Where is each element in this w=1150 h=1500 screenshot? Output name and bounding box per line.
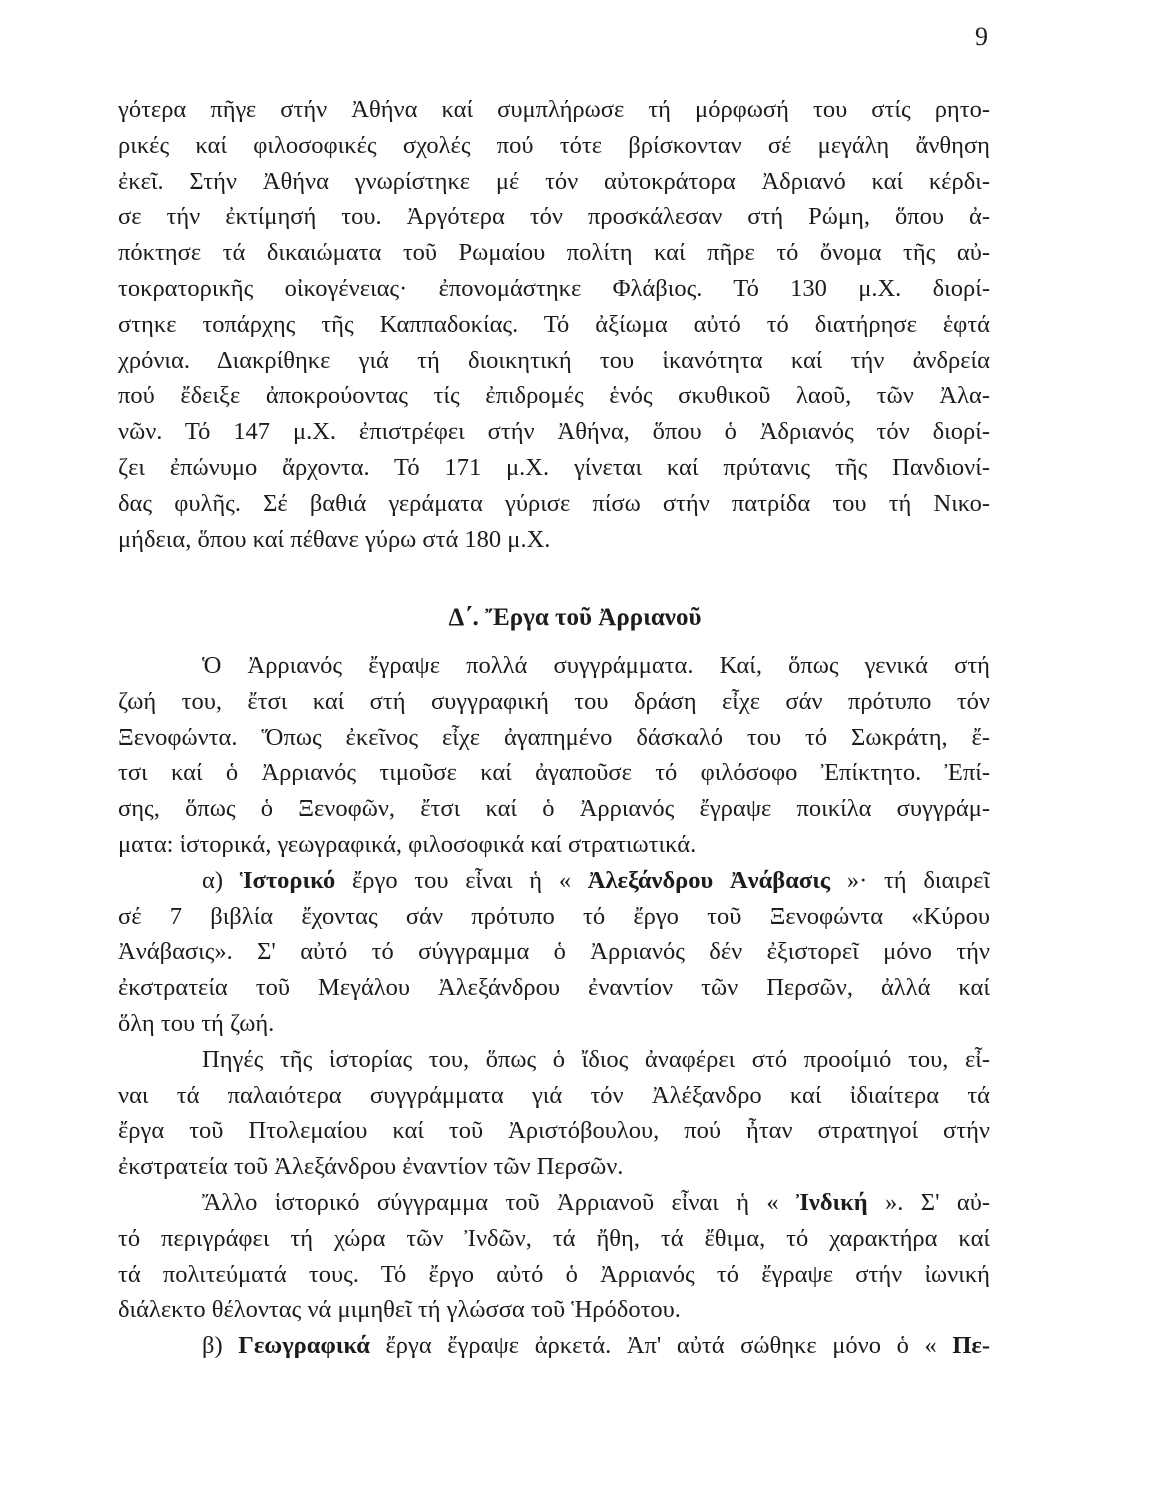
bold-title-anabasis: Ἀλεξάνδρου Ἀνάβασις: [587, 866, 831, 894]
text-line: μήδεια, ὅπου καί πέθανε γύρω στά 180 μ.Χ.: [118, 525, 551, 553]
text-line: δας φυλῆς. Σέ βαθιά γεράματα γύρισε πίσω στήν πατρίδα του τή Νικο-: [118, 489, 990, 517]
bold-term-historical: Ἱστορικό: [239, 866, 336, 894]
text-line: σε τήν ἐκτίμησή του. Ἀργότερα τόν προσκάλεσαν στή Ρώμη, ὅπου ἀ-: [118, 203, 990, 231]
text-line: ἐκεῖ. Στήν Ἀθήνα γνωρίστηκε μέ τόν αὐτοκράτορα Ἀδριανό καί κέρδι-: [118, 167, 990, 195]
text-line: τοκρατορικῆς οἰκογένειας· ἐπονομάστηκε Φλάβιος. Τό 130 μ.Χ. διορί-: [118, 274, 990, 302]
text-line: διάλεκτο θέλοντας νά μιμηθεῖ τή γλώσσα τοῦ Ἡρόδοτου.: [118, 1296, 681, 1324]
text-line: πόκτησε τά δικαιώματα τοῦ Ρωμαίου πολίτη καί πῆρε τό ὄνομα τῆς αὐ-: [118, 239, 990, 267]
page-number: 9: [975, 22, 988, 51]
text-line: γότερα πῆγε στήν Ἀθήνα καί συμπλήρωσε τή μόρφωσή του στίς ρητο-: [118, 96, 990, 123]
text-line-geographic-work: β) Γεωγραφικά ἔργα ἔγραψε ἀρκετά. Ἀπ' αὐτά σώθηκε μόνο ὁ « Πε-: [202, 1332, 990, 1360]
text-line: χρόνια. Διακρίθηκε γιά τή διοικητική του ἱκανότητα καί τήν ἀνδρεία: [118, 346, 990, 374]
section-body: [118, 648, 990, 1364]
text-line: Ἀνάβασις». Σ' αὐτό τό σύγγραμμα ὁ Ἀρριανός δέν ἐξιστορεῖ μόνο τήν: [118, 938, 990, 966]
text-line: ναι τά παλαιότερα συγγράμματα γιά τόν Ἀλέξανδρο καί ἰδιαίτερα τά: [118, 1081, 990, 1109]
paragraph-biography: [118, 92, 990, 557]
text-line: πού ἔδειξε ἀποκρούοντας τίς ἐπιδρομές ἑνός σκυθικοῦ λαοῦ, τῶν Ἀλα-: [118, 382, 990, 410]
text-line: ζει ἐπώνυμο ἄρχοντα. Τό 171 μ.Χ. γίνεται καί πρύτανις τῆς Πανδιονί-: [118, 453, 990, 481]
text-line: σέ 7 βιβλία ἔχοντας σάν πρότυπο τό ἔργο τοῦ Ξενοφώντα «Κύρου: [118, 902, 990, 930]
section-heading: Δ΄. Ἔργα τοῦ Ἀρριανοῦ: [448, 604, 702, 631]
text-line: ματα: ἱστορικά, γεωγραφικά, φιλοσοφικά καί στρατιωτικά.: [118, 830, 697, 858]
text-line: Πηγές τῆς ἱστορίας του, ὅπως ὁ ἴδιος ἀναφέρει στό προοίμιό του, εἶ-: [202, 1045, 990, 1073]
text-line: ἔργα τοῦ Πτολεμαίου καί τοῦ Ἀριστόβουλου, πού ἦταν στρατηγοί στήν: [118, 1117, 990, 1145]
text-line: τσι καί ὁ Ἀρριανός τιμοῦσε καί ἀγαποῦσε τό φιλόσοφο Ἐπίκτητο. Ἐπί-: [118, 759, 990, 787]
bold-title-periplus: Πε-: [952, 1332, 990, 1360]
text-line: Ὁ Ἀρριανός ἔγραψε πολλά συγγράμματα. Καί, ὅπως γενικά στή: [202, 652, 990, 679]
text-line: ὅλη του τή ζωή.: [118, 1009, 275, 1037]
text-line: σης, ὅπως ὁ Ξενοφῶν, ἔτσι καί ὁ Ἀρριανός ἔγραψε ποικίλα συγγράμ-: [118, 795, 990, 823]
text-line: ρικές καί φιλοσοφικές σχολές πού τότε βρίσκονταν σέ μεγάλη ἄνθηση: [118, 131, 990, 159]
text-line: τά πολιτεύματά τους. Τό ἔργο αὐτό ὁ Ἀρριανός τό ἔγραψε στήν ἰωνική: [118, 1260, 990, 1288]
text-line: νῶν. Τό 147 μ.Χ. ἐπιστρέφει στήν Ἀθήνα, ὅπου ὁ Ἀδριανός τόν διορί-: [118, 418, 990, 446]
bold-term-geographic: Γεωγραφικά: [238, 1332, 370, 1360]
text-line: ἐκστρατεία τοῦ Μεγάλου Ἀλεξάνδρου ἐναντίον τῶν Περσῶν, ἀλλά καί: [118, 974, 990, 1002]
text-line-indica: Ἄλλο ἱστορικό σύγγραμμα τοῦ Ἀρριανοῦ εἶναι ἡ « Ἰνδική ». Σ' αὐ-: [202, 1188, 990, 1216]
text-line: τό περιγράφει τή χώρα τῶν Ἰνδῶν, τά ἤθη, τά ἔθιμα, τό χαρακτήρα καί: [118, 1224, 990, 1252]
text-line: ζωή του, ἔτσι καί στή συγγραφική του δράση εἶχε σάν πρότυπο τόν: [118, 687, 990, 715]
text-line: στηκε τοπάρχης τῆς Καππαδοκίας. Τό ἀξίωμα αὐτό τό διατήρησε ἑφτά: [118, 310, 990, 338]
text-line-historical-work: α) Ἱστορικό ἔργο του εἶναι ἡ « Ἀλεξάνδρου Ἀνάβασις »· τή διαιρεῖ: [202, 866, 990, 894]
text-line: Ξενοφώντα. Ὅπως ἐκεῖνος εἶχε ἀγαπημένο δάσκαλό του τό Σωκράτη, ἔ-: [118, 723, 990, 751]
text-line: ἐκστρατεία τοῦ Ἀλεξάνδρου ἐναντίον τῶν Περσῶν.: [118, 1153, 624, 1181]
bold-title-indica: Ἰνδική: [796, 1188, 868, 1216]
